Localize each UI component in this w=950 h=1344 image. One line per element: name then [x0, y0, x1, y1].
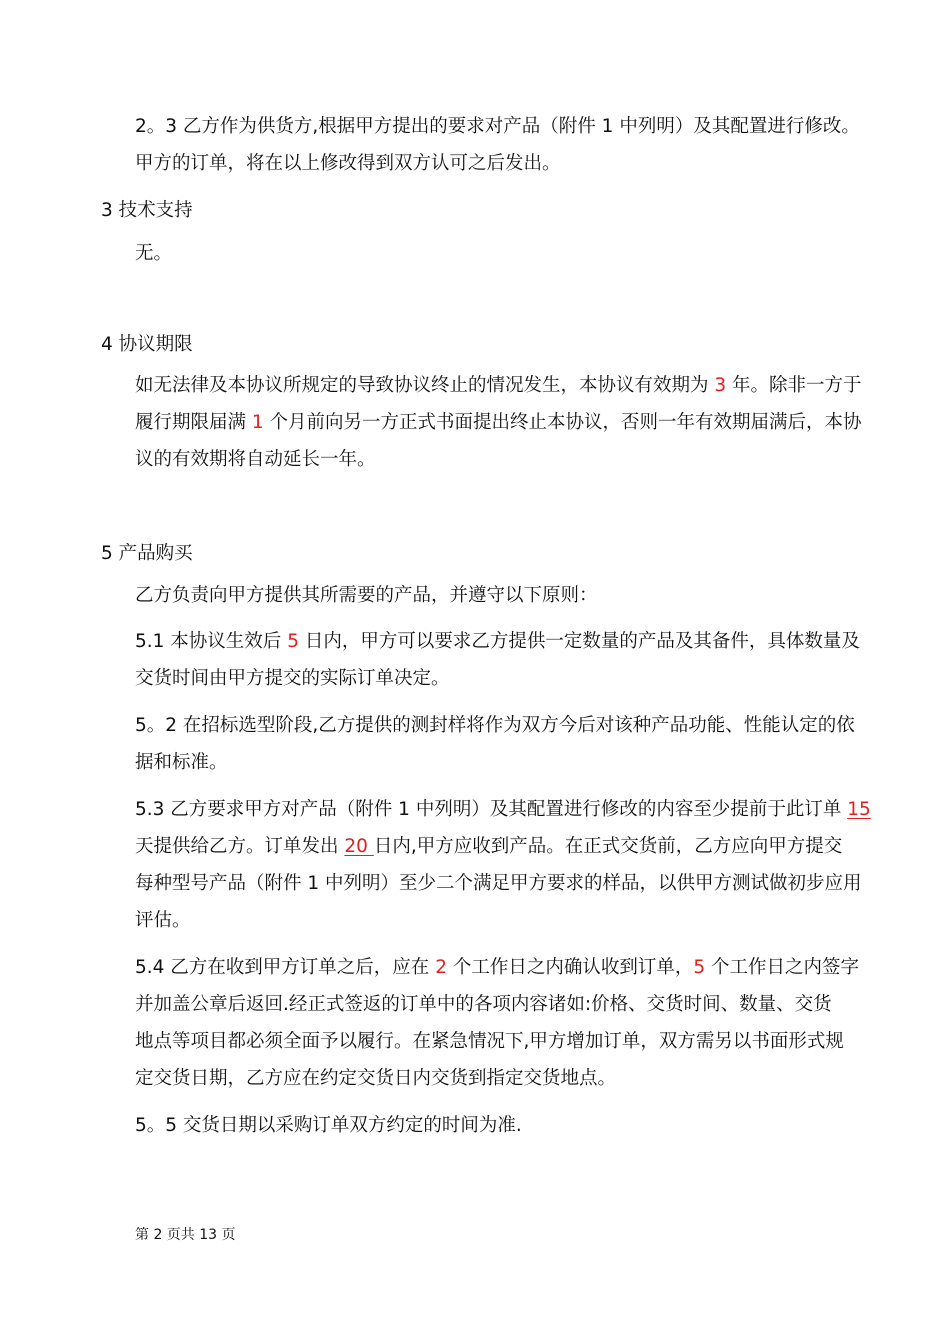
section-4-line-1: 如无法律及本协议所规定的导致协议终止的情况发生，本协议有效期为 3 年。除非一方于	[135, 375, 862, 396]
clause-5-3-days-15: 15	[847, 799, 871, 820]
clause-5-3-line-1: 5.3 乙方要求甲方对产品（附件 1 中列明）及其配置进行修改的内容至少提前于此订单 15	[135, 799, 871, 820]
clause-5-3-line-2: 天提供给乙方。订单发出 20 日内,甲方应收到产品。在正式交货前，乙方应向甲方提交	[135, 836, 843, 857]
clause-5-4-line-4: 定交货日期，乙方应在约定交货日内交货到指定交货地点。	[135, 1068, 617, 1089]
clause-5-5: 5。5 交货日期以采购订单双方约定的时间为准.	[135, 1115, 522, 1136]
clause-5-2-line-2: 据和标准。	[135, 752, 228, 773]
clause-5-4-line-1: 5.4 乙方在收到甲方订单之后，应在 2 个工作日之内确认收到订单，5 个工作日之内签字	[135, 957, 860, 978]
section-4-heading: 4 协议期限	[101, 334, 193, 355]
section-3-heading: 3 技术支持	[101, 200, 193, 221]
clause-5-3-days-20: 20	[344, 836, 374, 857]
notice-months-value: 1	[251, 412, 264, 433]
clause-5-1-line-1: 5.1 本协议生效后 5 日内，甲方可以要求乙方提供一定数量的产品及其备件，具体数量及	[135, 631, 860, 652]
paragraph-2-3-line-2: 甲方的订单，将在以上修改得到双方认可之后发出。	[135, 153, 561, 174]
clause-5-4-line-2: 并加盖公章后返回.经正式签返的订单中的各项内容诸如:价格、交货时间、数量、交货	[135, 994, 832, 1015]
clause-5-4-sign-days: 5	[693, 957, 706, 978]
clause-5-4-confirm-days: 2	[435, 957, 447, 978]
section-3-body: 无。	[135, 243, 173, 264]
section-4-line-3: 议的有效期将自动延长一年。	[135, 449, 376, 470]
clause-5-3-line-3: 每种型号产品（附件 1 中列明）至少二个满足甲方要求的样品，以供甲方测试做初步应用	[135, 873, 862, 894]
clause-5-4-line-3: 地点等项目都必须全面予以履行。在紧急情况下,甲方增加订单，双方需另以书面形式规	[135, 1031, 844, 1052]
section-4-line-2: 履行期限届满 1 个月前向另一方正式书面提出终止本协议，否则一年有效期届满后，本协	[135, 412, 862, 433]
clause-5-1-line-2: 交货时间由甲方提交的实际订单决定。	[135, 668, 450, 689]
page-footer: 第 2 页共 13 页	[135, 1227, 236, 1243]
section-5-intro: 乙方负责向甲方提供其所需要的产品，并遵守以下原则：	[135, 585, 598, 606]
paragraph-2-3-line-1: 2。3 乙方作为供货方,根据甲方提出的要求对产品（附件 1 中列明）及其配置进行修改。	[135, 116, 860, 137]
clause-5-3-line-4: 评估。	[135, 910, 191, 931]
clause-5-1-days: 5	[287, 631, 299, 652]
section-5-heading: 5 产品购买	[101, 543, 193, 564]
clause-5-2-line-1: 5。2 在招标选型阶段,乙方提供的测封样将作为双方今后对该种产品功能、性能认定的依	[135, 715, 855, 736]
term-years-value: 3	[714, 375, 727, 396]
